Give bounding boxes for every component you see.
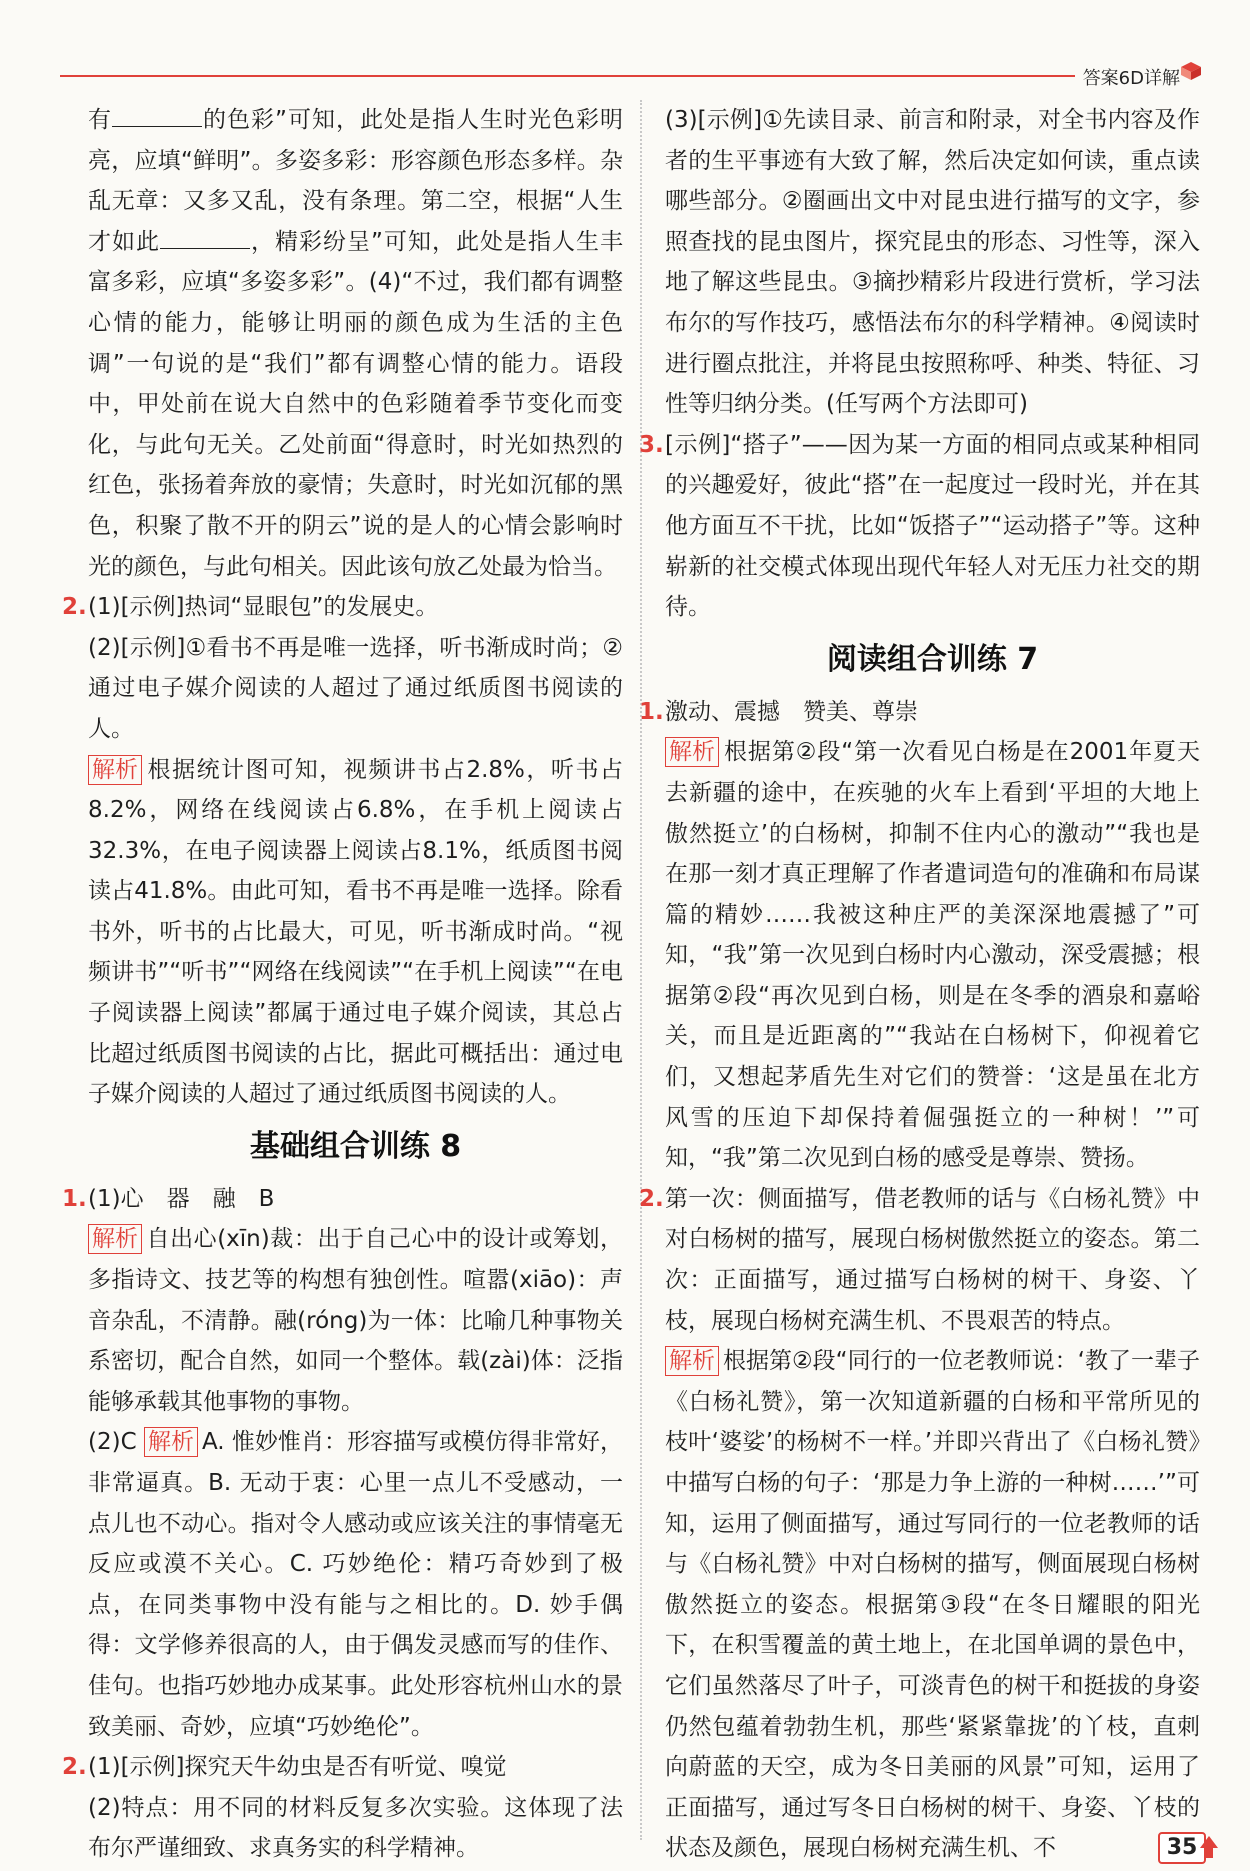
question-number: 2. [639,1185,664,1212]
answer-line: (3)[示例]①先读目录、前言和附录，对全书内容及作者的生平事迹有大致了解，然后决定如何读，重点读哪些部分。②圈画出文中对昆虫进行描写的文字，参照查找的昆虫图片，探究昆虫的形态、习性等，深入地了解这些昆虫。③摘抄精彩片段进行赏析，学习法布尔的写作技巧，感悟法布尔的科学精神。④阅读时进行圈点批注，并将昆虫按照称呼、种类、特征、习性等归纳分类。(任写两个方法即可) [665,107,1200,418]
answer-line: (2)[示例]①看书不再是唯一选择，听书渐成时尚；②通过电子媒介阅读的人超过了通过纸质图书阅读的人。 [88,634,623,742]
answer-blank [112,104,202,127]
left-column [62,100,624,1869]
question-number: 1. [62,1185,87,1212]
question-number: 2. [62,594,87,621]
analysis-tag: 解析 [144,1427,198,1457]
analysis-tag: 解析 [88,1224,142,1254]
analysis-tag: 解析 [88,755,142,785]
answer-line: 第一次：侧面描写，借老教师的话与《白杨礼赞》中对白杨树的描写，展现白杨树傲然挺立的姿态。第二次：正面描写，通过描写白杨树的树干、身姿、丫枝，展现白杨树充满生机、不畏艰苦的特点。 [665,1185,1200,1334]
answer-line: (1)[示例]热词“显眼包”的发展史。 [88,594,439,621]
right-column [639,100,1200,1869]
analysis-tag: 解析 [665,737,719,767]
answer-line: (1)[示例]探究天牛幼虫是否有听觉、嗅觉 [88,1754,507,1781]
section-title: 阅读组合训练 7 [826,641,1039,677]
question-number: 3. [639,431,664,458]
question-2 [62,587,623,1115]
analysis: 解析 根据第②段“同行的一位老教师说：‘教了一辈子《白杨礼赞》，第一次知道新疆的白杨和平常所见的枝叶‘婆娑’的杨树不一样。’并即兴背出了《白杨礼赞》中描写白杨的句子：‘那是力争上游的一种树……’”可知，运用了侧面描写，通过写同行的一位老教师的话与《白杨礼赞》中对白杨树的描写，侧面展现白杨树傲然挺立的姿态。根据第③段“在冬日耀眼的阳光下，在积雪覆盖的黄土地上，在北国单调的景色中，它们虽然落尽了叶子，可淡青色的树干和挺拔的身姿仍然包蕴着勃勃生机，那些‘紧紧靠拢’的丫枝，直刺向蔚蓝的天空，成为冬日美丽的风景”可知，运用了正面描写，通过写冬日白杨树的树干、身姿、丫枝的状态及颜色，展现白杨树充满生机、不 [665,1348,1200,1862]
question-1 [62,1179,624,1747]
analysis: 解析 根据第②段“第一次看见白杨是在2001年夏天去新疆的途中，在疾驰的火车上看到‘平坦的大地上傲然挺立’的白杨树，抑制不住内心的激动”“我也是在那一刻才真正理解了作者遣词造句的准确和布局谋篇的精妙……我被这种庄严的美深深地震撼了”可知，“我”第一次见到白杨时内心激动，深受震撼；根据第②段“再次见到白杨，则是在冬季的酒泉和嘉峪关，而且是近距离的”“我站在白杨树下，仰视着它们，又想起茅盾先生对它们的赞誉：‘这是虽在北方风雪的压迫下却保持着倔强挺立的一种树！’”可知，“我”第二次见到白杨的感受是尊崇、赞扬。 [665,739,1200,1172]
book-icon [1180,60,1202,82]
analysis: 解析 根据统计图可知，视频讲书占2.8%，听书占8.2%，网络在线阅读占6.8%，在手机上阅读占32.3%，在电子阅读器上阅读占8.1%，纸质图书阅读占41.8%。由此可知，看书不再是唯一选择。除看书外，听书的占比最大，可见，听书渐成时尚。“视频讲书”“听书”“网络在线阅读”“在手机上阅读”“在电子阅读器上阅读”都属于通过电子媒介阅读，其总占比超过纸质图书阅读的占比，据此可概括出：通过电子媒介阅读的人超过了通过纸质图书阅读的人。 [88,756,623,1108]
question-1 [639,692,1200,1179]
column-divider [640,100,642,1840]
answer-blank [160,226,250,249]
answer-line: 激动、震撼 赞美、尊崇 [665,698,918,725]
question-3 [639,425,1200,628]
section-title: 基础组合训练 8 [249,1128,462,1164]
question-number: 2. [62,1754,87,1781]
question-2 [62,1747,623,1869]
answer-line: [示例]“搭子”——因为某一方面的相同点或某种相同的兴趣爱好，彼此“搭”在一起度过一段时光，并在其他方面互不干扰，比如“饭搭子”“运动搭子”等。这种崭新的社交模式体现出现代年轻人对无压力社交的期待。 [665,431,1200,621]
analysis: 解析 自出心(xīn)裁：出于自己心中的设计或筹划，多指诗文、技艺等的构想有独创性。喧嚣(xiāo)：声音杂乱，不清静。融(róng)为一体：比喻几种事物关系密切，配合自然，如同一个整体。载(zài)体：泛指能够承载其他事物的事物。 [88,1226,623,1415]
answer-line: (2)特点：用不同的材料反复多次实验。这体现了法布尔严谨细致、求真务实的科学精神。 [88,1794,623,1862]
question-number: 1. [639,698,664,725]
answer-line: (1)心 器 融 B [88,1185,275,1212]
analysis-tag: 解析 [665,1346,719,1376]
header-rule [60,75,1180,77]
question-2 [639,1179,1200,1869]
analysis: (2)C 解析 A. 惟妙惟肖：形容描写或模仿得非常好，非常逼真。B. 无动于衷：心里一点儿不受感动，一点儿也不动心。指对令人感动或应该关注的事情毫无反应或漠不关心。C. 巧妙绝伦：精巧奇妙到了极点，在同类事物中没有能与之相比的。D. 妙手偶得：文学修养很高的人，由于偶发灵感而写的佳作、佳句。也指巧妙地办成某事。此处形容杭州山水的景致美丽、奇妙，应填“巧妙绝伦”。 [88,1429,624,1740]
header-label: 答案6D详解 [1075,64,1180,90]
up-arrow-icon [1200,1836,1218,1848]
up-arrow-stem [1205,1848,1213,1858]
page-number: 35 [1158,1832,1206,1864]
paragraph: 有 的色彩”可知，此处是指人生时光色彩明亮，应填“鲜明”。多姿多彩：形容颜色形态多样。杂乱无章：又多又乱，没有条理。第二空，根据“人生才如此 ，精彩纷呈”可知，此处是指人生丰富多彩，应填“多姿多彩”。(4)“不过，我们都有调整心情的能力，能够让明丽的颜色成为生活的主色调”一句说的是“我们”都有调整心情的能力。语段中，甲处前在说大自然中的色彩随着季节变化而变化，与此句无关。乙处前面“得意时，时光如热烈的红色，张扬着奔放的豪情；失意时，时光如沉郁的黑色，积聚了散不开的阴云”说的是人的心情会影响时光的颜色，与此句相关。因此该句放乙处最为恰当。 [88,100,623,587]
